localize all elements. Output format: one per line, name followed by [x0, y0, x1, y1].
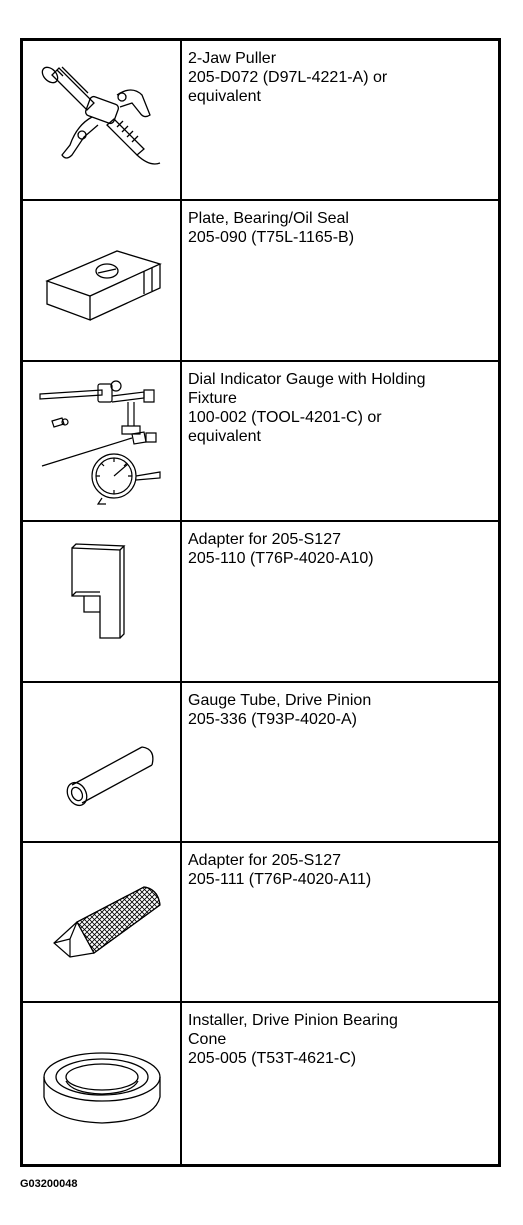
- tool-name: Installer, Drive Pinion Bearing: [188, 1012, 398, 1030]
- figure-id: G03200048: [20, 1178, 78, 1190]
- dial-indicator-icon: [32, 376, 172, 506]
- tool-number: 205-110 (T76P-4020-A10): [188, 550, 374, 568]
- tool-name: Adapter for 205-S127: [188, 531, 341, 549]
- bearing-plate-icon: [32, 216, 172, 346]
- gauge-tube-icon: [32, 697, 172, 827]
- adapter-block-icon: [32, 536, 172, 666]
- tool-name: Plate, Bearing/Oil Seal: [188, 210, 349, 228]
- tool-row: [23, 843, 498, 1003]
- tool-row: [23, 683, 498, 843]
- special-tools-table: [20, 38, 501, 1167]
- tool-number: 100-002 (TOOL-4201-C) or: [188, 408, 382, 426]
- tool-number: 205-D072 (D97L-4221-A) or: [188, 69, 388, 86]
- tool-name: 2-Jaw Puller: [188, 50, 277, 67]
- tool-row: [23, 362, 498, 522]
- tool-row: [23, 1003, 498, 1163]
- tool-row: [23, 522, 498, 682]
- tool-name: Gauge Tube, Drive Pinion: [188, 691, 372, 709]
- tool-number: 205-111 (T76P-4020-A11): [188, 870, 372, 888]
- bearing-cone-installer-icon: [32, 1019, 172, 1149]
- knurled-adapter-icon: [32, 857, 172, 987]
- tool-name-cont: Cone: [188, 1031, 227, 1049]
- tool-note: equivalent: [188, 427, 261, 445]
- tool-name: Adapter for 205-S127: [188, 851, 341, 869]
- tool-number: 205-090 (T75L-1165-B): [188, 229, 355, 247]
- tool-note: equivalent: [188, 88, 261, 105]
- two-jaw-puller-icon: [32, 55, 172, 185]
- tool-number: 205-336 (T93P-4020-A): [188, 710, 357, 728]
- tool-row: [23, 201, 498, 361]
- tool-number: 205-005 (T53T-4621-C): [188, 1050, 357, 1068]
- tool-row: [23, 41, 498, 201]
- tool-name: Dial Indicator Gauge with Holding: [188, 370, 426, 388]
- tool-name-cont: Fixture: [188, 389, 237, 407]
